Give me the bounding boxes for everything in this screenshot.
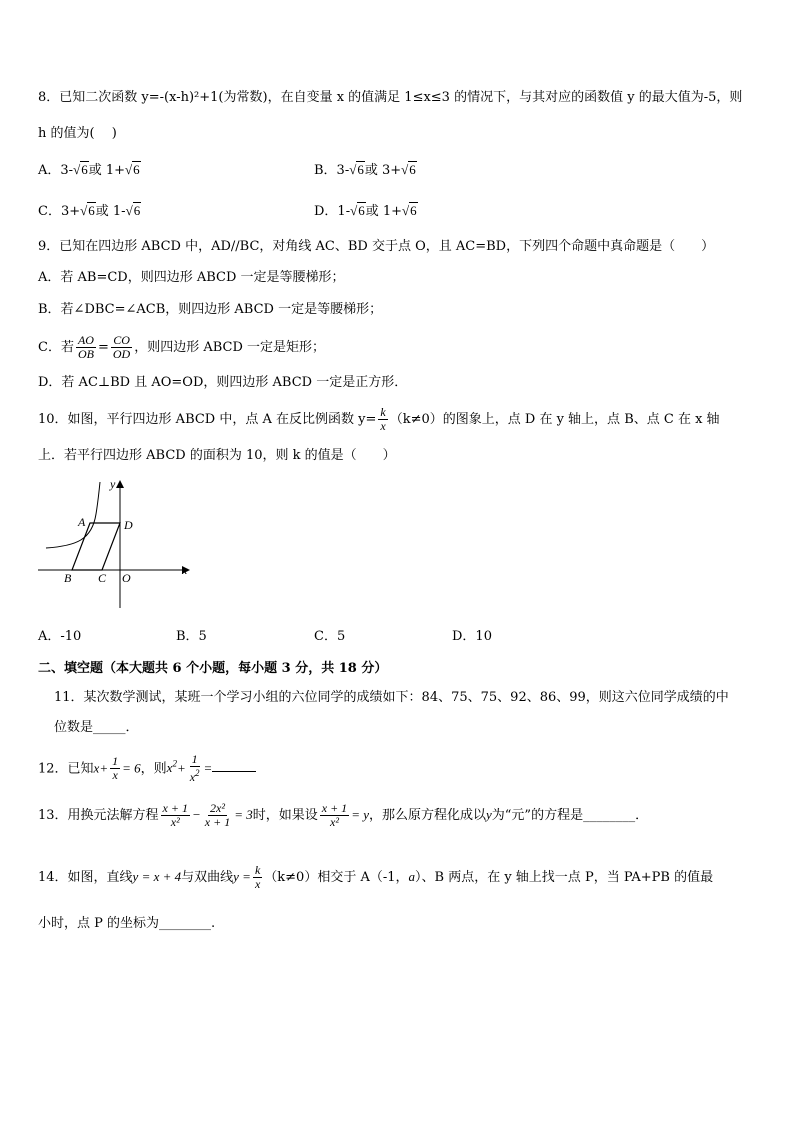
q9-option-c-suffix: ，则四边形 ABCD 一定是矩形； xyxy=(134,340,326,355)
q9-stem: 9．已知在四边形 ABCD 中，AD//BC，对角线 AC、BD 交于点 O，且 AC=BD，下列四个命题中真命题是（ ） xyxy=(38,239,715,254)
q13-post2: 为“元”的方程是________． xyxy=(491,808,649,823)
q8-option-d-mid: 或 1+ xyxy=(365,204,403,219)
minus-sign: − xyxy=(191,807,201,822)
q10-option-b[interactable]: B．5 xyxy=(176,629,207,644)
equals-y: = y xyxy=(351,807,369,822)
q14-stem-line1 xyxy=(38,862,713,893)
sqrt-symbol: √6 xyxy=(125,203,141,218)
q13-stem xyxy=(38,800,648,831)
q9-option-c-prefix: C．若 xyxy=(38,340,74,355)
q11-stem-line1: 11．某次数学测试，某班一个学习小组的六位同学的成绩如下：84、75、75、92、86、99，则这六位同学成绩的中 xyxy=(54,690,729,705)
sqrt-symbol: √6 xyxy=(80,203,95,218)
q12-answer-blank[interactable] xyxy=(212,757,256,772)
label-x: x xyxy=(182,563,188,577)
equals-six: = 6 xyxy=(122,760,141,776)
sqrt-symbol: √6 xyxy=(125,162,140,177)
y-axis-arrow xyxy=(116,480,124,488)
math-y: y xyxy=(486,807,492,822)
label-y: y xyxy=(110,477,116,491)
fraction-k-x: $\frac{k}{x}$ xyxy=(380,405,386,433)
section-fill-in-heading: 二、填空题（本大题共 6 个小题，每小题 3 分，共 18 分） xyxy=(38,661,388,676)
fraction-x1-x2: $\frac{x + 1}{\text{x²}}$ xyxy=(162,801,188,829)
q10-option-a[interactable]: A．-10 xyxy=(38,629,82,644)
q9-option-b[interactable]: B．若∠DBC=∠ACB，则四边形 ABCD 一定是等腰梯形； xyxy=(38,302,383,317)
q10-stem-suffix: （k≠0）的图象上，点 D 在 y 轴上，点 B、点 C 在 x 轴 xyxy=(389,412,720,427)
equals-three: = 3 xyxy=(234,807,253,822)
q9-option-d[interactable]: D．若 AC⊥BD 且 AO=OD，则四边形 ABCD 一定是正方形． xyxy=(38,375,408,390)
q10-stem-prefix: 10．如图，平行四边形 ABCD 中，点 A 在反比例函数 y= xyxy=(38,412,377,427)
math-a: a xyxy=(408,869,416,884)
x-squared: $x^2$ xyxy=(166,759,177,776)
fraction-x1-x2-sub: $\frac{x + 1}{\text{x²}}$ xyxy=(321,801,348,829)
q10-stem-line1 xyxy=(38,406,720,433)
sqrt-symbol: √6 xyxy=(402,203,417,218)
sqrt-symbol: √6 xyxy=(349,162,364,177)
q13-post: ，那么原方程化成以 xyxy=(368,808,486,823)
q8-option-c-prefix: C．3+ xyxy=(38,204,81,219)
label-a: A xyxy=(78,515,86,529)
q14-prefix: 14．如图，直线 xyxy=(38,870,133,885)
q8-option-c[interactable] xyxy=(38,201,141,222)
fraction-co-od: $\frac{CO}{OD}$ xyxy=(112,333,131,361)
q8-option-c-mid: 或 1- xyxy=(95,204,126,219)
q13-prefix: 13．用换元法解方程 xyxy=(38,808,159,823)
q8-option-b-prefix: B．3- xyxy=(314,163,350,178)
q8-option-d-prefix: D．1- xyxy=(314,204,351,219)
fraction-1-x: $\frac{1}{x}$ xyxy=(112,754,119,783)
q9-option-a[interactable]: A．若 AB=CD，则四边形 ABCD 一定是等腰梯形； xyxy=(38,270,345,285)
q12-mid: ，则 xyxy=(140,761,167,777)
q14-mid2: （k≠0）相交于 A（-1， xyxy=(264,870,409,885)
plus-sign: + xyxy=(99,760,109,776)
q8-option-b-mid: 或 3+ xyxy=(364,163,402,178)
q10-stem-line2: 上．若平行四边形 ABCD 的面积为 10，则 k 的值是（ ） xyxy=(38,448,396,463)
label-d: D xyxy=(124,518,133,532)
q10-option-c[interactable]: C．5 xyxy=(314,629,346,644)
q12-stem xyxy=(38,750,256,784)
q11-stem-line2: 位数是_____． xyxy=(54,720,139,735)
hyperbola-curve xyxy=(46,482,100,548)
q13-mid: 时，如果设 xyxy=(252,808,318,823)
q12-prefix: 12．已知 xyxy=(38,761,94,777)
q8-option-a-prefix: A．3- xyxy=(38,163,74,178)
fraction-k-x: $\frac{k}{x}$ xyxy=(254,863,261,891)
q10-figure xyxy=(36,474,196,614)
math-x: x xyxy=(93,760,100,776)
parallelogram-abcd xyxy=(72,523,120,570)
q8-stem-line2: h 的值为( ) xyxy=(38,126,117,141)
label-o: O xyxy=(122,571,131,585)
q9-option-c[interactable] xyxy=(38,334,325,361)
equals-sign: = xyxy=(203,760,213,776)
fraction-1-x-squared: $\frac{1}{x^2}$ xyxy=(189,752,200,785)
line-equation: y = x + 4 xyxy=(132,869,182,884)
label-b: B xyxy=(64,571,72,585)
q14-post: ）、B 两点，在 y 轴上找一点 P，当 PA+PB 的值最 xyxy=(415,870,714,885)
hyperbola-equation: y = xyxy=(233,869,251,884)
sqrt-symbol: √6 xyxy=(350,203,365,218)
q10-option-d[interactable]: D．10 xyxy=(452,629,492,644)
q8-option-d[interactable] xyxy=(314,201,418,222)
q8-option-b[interactable] xyxy=(314,160,417,181)
sqrt-symbol: √6 xyxy=(73,162,88,177)
equals-sign: = xyxy=(97,340,109,355)
q8-stem-line1: 8．已知二次函数 y=-(x-h)²+1(为常数)，在自变量 x 的值满足 1≤x≤3 的情况下，与其对应的函数值 y 的最大值为-5，则 xyxy=(38,90,743,105)
fraction-ao-ob: $\frac{AO}{OB}$ xyxy=(77,333,94,361)
q14-stem-line2: 小时，点 P 的坐标为________. xyxy=(38,916,216,931)
q8-option-a-mid: 或 1+ xyxy=(88,163,125,178)
q14-mid1: 与双曲线 xyxy=(181,870,234,885)
fraction-2x2-x1: $\frac{\text{2x²}}{x + 1}$ xyxy=(204,801,231,829)
label-c: C xyxy=(98,571,107,585)
q8-option-a[interactable] xyxy=(38,160,141,181)
sqrt-symbol: √6 xyxy=(401,162,416,177)
plus-sign: + xyxy=(176,760,186,776)
